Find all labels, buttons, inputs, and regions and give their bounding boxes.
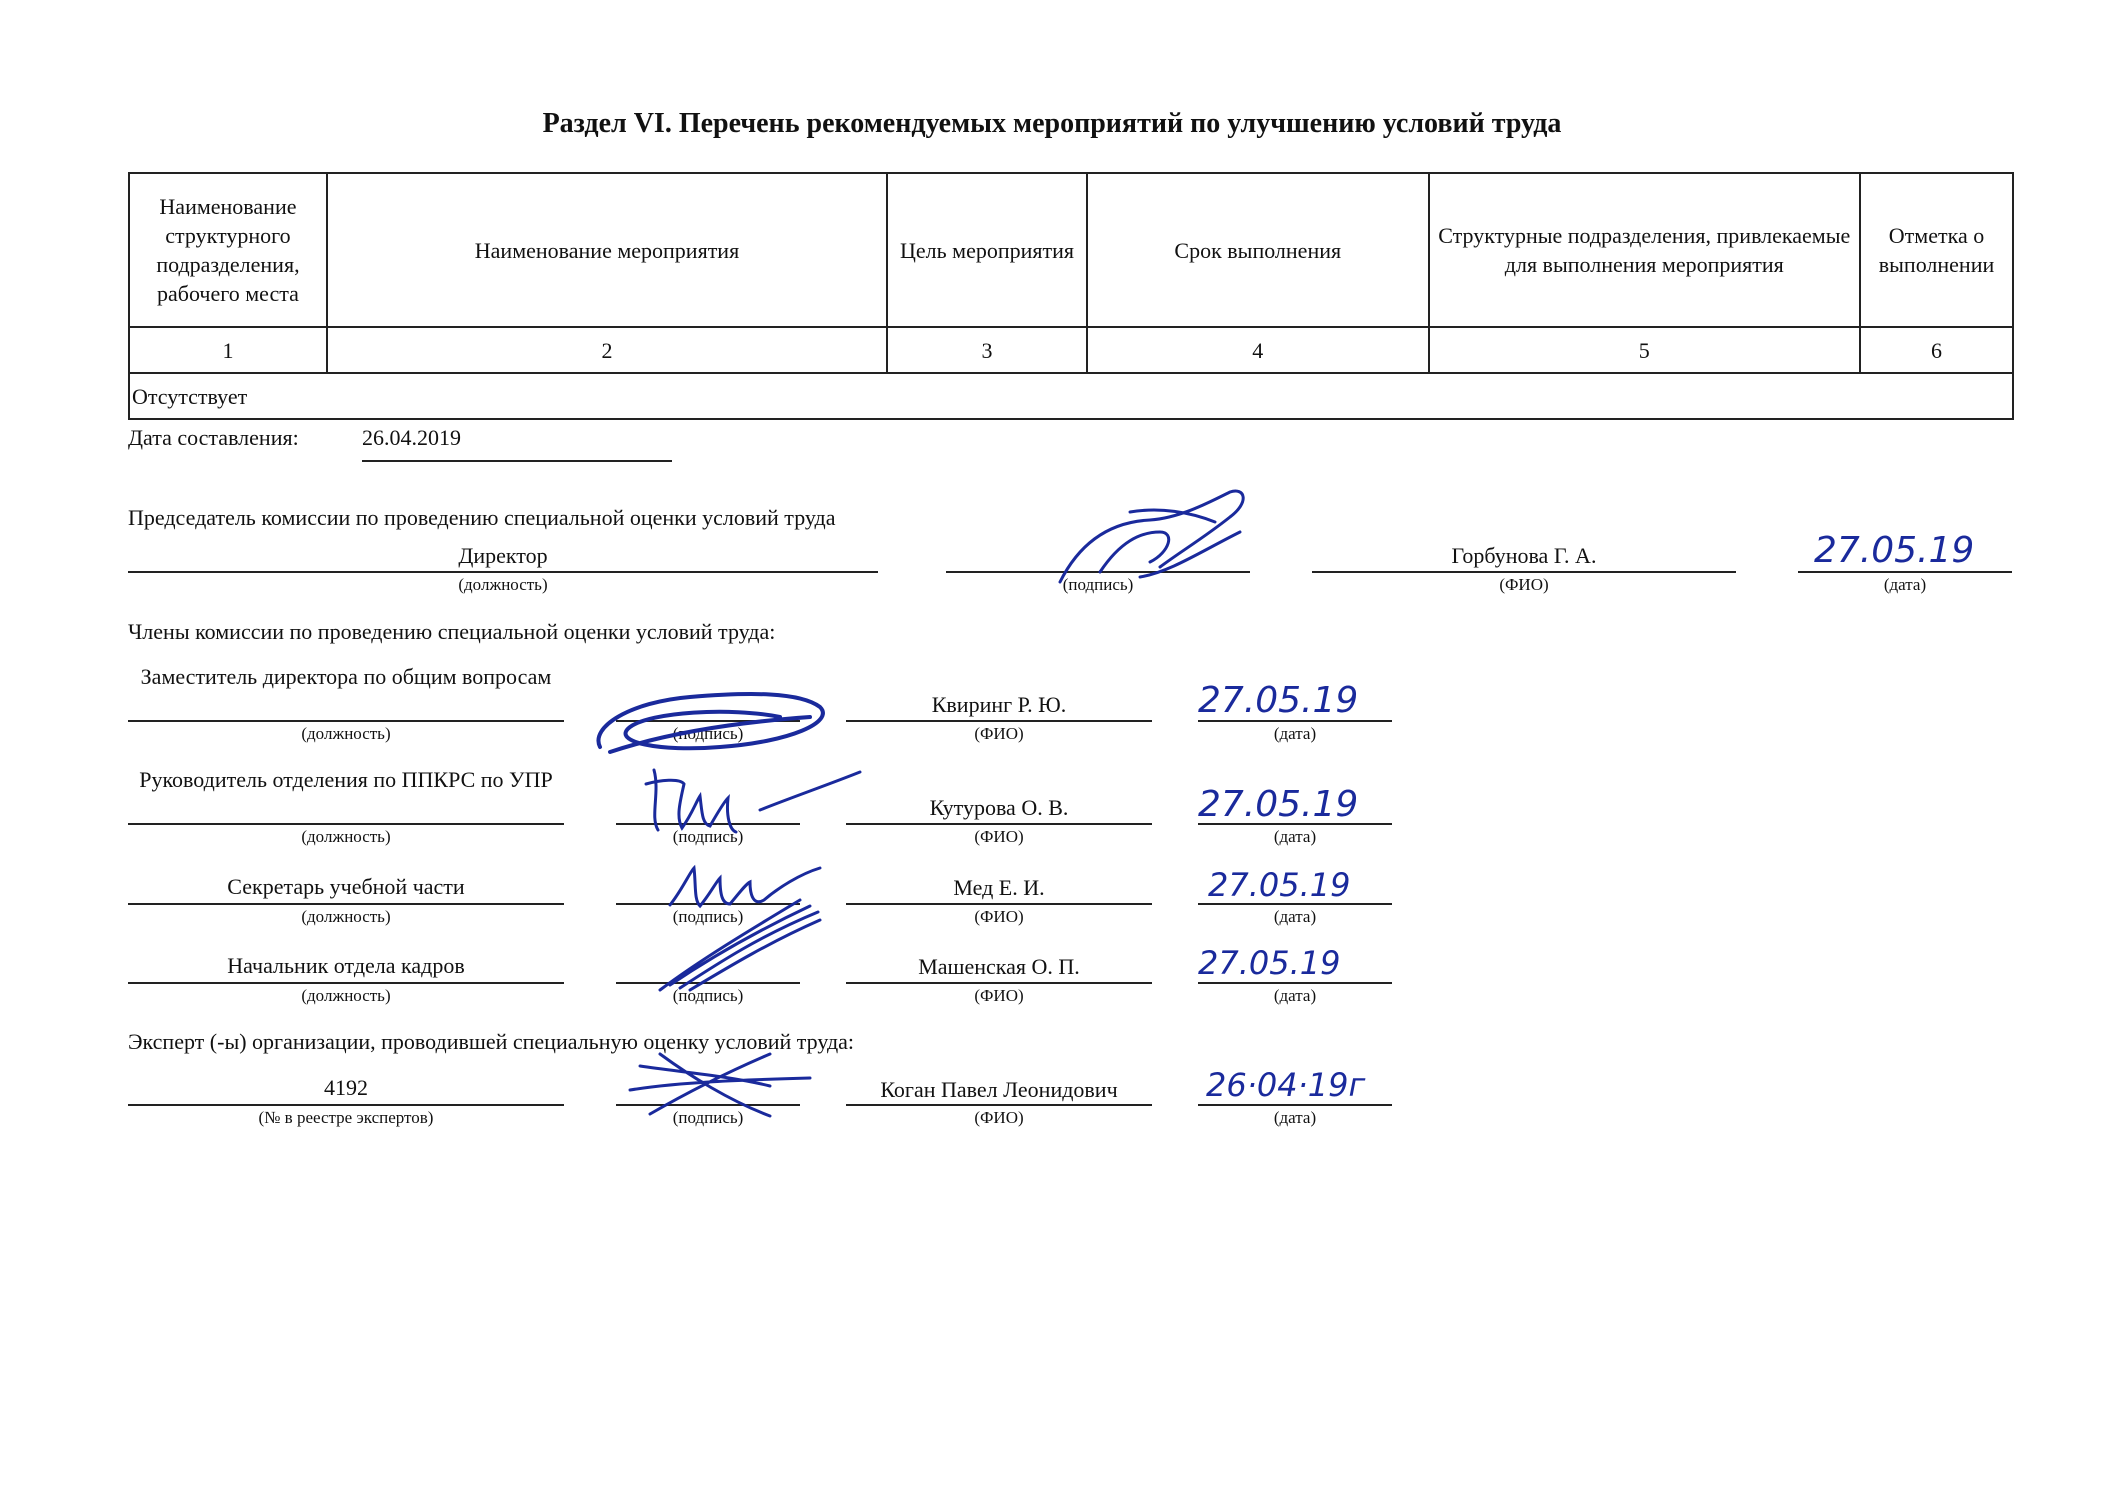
handwritten-date: 27.05.19 — [1198, 944, 1341, 982]
signature-caption: (подпись) — [672, 1108, 744, 1127]
registry-caption: (№ в реестре экспертов) — [258, 1108, 434, 1127]
member-position: Заместитель директора по общим вопросам — [140, 664, 552, 689]
table-number-cell: 5 — [1429, 327, 1860, 373]
table-row — [129, 373, 2013, 419]
date-caption: (дата) — [1273, 827, 1317, 846]
compile-date-label: Дата составления: — [128, 425, 299, 450]
position-line — [128, 720, 564, 722]
expert-name: Коган Павел Леонидович — [880, 1077, 1118, 1102]
handwritten-date: 27.05.19 — [1198, 784, 1359, 825]
fio-line — [846, 903, 1152, 905]
table-header-cell: Отметка о выполнении — [1860, 173, 2013, 327]
fio-caption: (ФИО) — [974, 986, 1024, 1005]
table-number-cell: 3 — [887, 327, 1087, 373]
member-position: Секретарь учебной части — [227, 874, 465, 899]
signature-caption: (подпись) — [672, 827, 744, 846]
member-date-handwritten — [1196, 940, 1396, 984]
expert-registry-number: 4192 — [324, 1075, 368, 1100]
position-line — [128, 903, 564, 905]
signature-caption: (подпись) — [672, 907, 744, 926]
chairman-signature-icon — [1040, 482, 1260, 602]
fio-line — [846, 982, 1152, 984]
fio-caption: (ФИО) — [974, 907, 1024, 926]
member-signature-icon — [640, 762, 870, 842]
table-header-cell: Наименование мероприятия — [327, 173, 887, 327]
table-header-cell: Срок выполнения — [1087, 173, 1429, 327]
date-caption: (дата) — [1273, 986, 1317, 1005]
date-caption: (дата) — [1273, 724, 1317, 743]
member-name: Мед Е. И. — [953, 875, 1045, 900]
fio-line — [846, 1104, 1152, 1106]
position-caption: (должность) — [301, 827, 391, 846]
position-caption: (должность) — [301, 986, 391, 1005]
date-caption: (дата) — [1883, 575, 1927, 594]
handwritten-date: 27.05.19 — [1198, 680, 1359, 721]
table-header-row — [129, 173, 2013, 327]
position-line — [128, 571, 878, 573]
handwritten-date: 27.05.19 — [1208, 866, 1351, 904]
signature-caption: (подпись) — [1062, 575, 1134, 594]
position-line — [128, 823, 564, 825]
member-name: Квиринг Р. Ю. — [931, 692, 1067, 717]
fio-caption: (ФИО) — [1499, 575, 1549, 594]
signature-caption: (подпись) — [672, 986, 744, 1005]
table-header-cell: Цель мероприятия — [887, 173, 1087, 327]
position-caption: (должность) — [458, 575, 548, 594]
position-line — [128, 982, 564, 984]
fio-caption: (ФИО) — [974, 1108, 1024, 1127]
date-caption: (дата) — [1273, 1108, 1317, 1127]
member-date-handwritten — [1196, 780, 1396, 826]
member-date-handwritten — [1196, 676, 1396, 722]
table-header-cell: Структурные подразделения, привлекаемые для выполнения мероприятия — [1429, 173, 1860, 327]
position-caption: (должность) — [301, 724, 391, 743]
member-signature-icon — [640, 890, 840, 1000]
table-number-cell: 4 — [1087, 327, 1429, 373]
table-number-cell: 6 — [1860, 327, 2013, 373]
table-number-cell: 2 — [327, 327, 887, 373]
expert-signature-icon — [620, 1046, 820, 1126]
handwritten-date: 26·04·19г — [1206, 1066, 1366, 1104]
registry-line — [128, 1104, 564, 1106]
fio-line — [1312, 571, 1736, 573]
fio-line — [846, 823, 1152, 825]
compile-date-line — [362, 460, 672, 462]
table-number-row — [129, 327, 2013, 373]
member-position: Руководитель отделения по ППКРС по УПР — [139, 767, 553, 792]
position-caption: (должность) — [301, 907, 391, 926]
chairman-date-handwritten — [1810, 528, 2010, 574]
handwritten-date: 27.05.19 — [1814, 530, 1975, 571]
member-name: Кутурова О. В. — [929, 795, 1069, 820]
date-caption: (дата) — [1273, 907, 1317, 926]
expert-heading: Эксперт (-ы) организации, проводившей специальную оценку условий труда: — [128, 1029, 855, 1054]
expert-date-handwritten — [1204, 1062, 1404, 1106]
measures-table — [128, 172, 2014, 420]
member-signature-icon — [570, 672, 840, 762]
chairman-heading: Председатель комиссии по проведению специальной оценки условий труда — [128, 505, 836, 530]
table-number-cell: 1 — [129, 327, 327, 373]
page-title: Раздел VI. Перечень рекомендуемых мероприятий по улучшению условий труда — [542, 108, 1562, 139]
absent-cell: Отсутствует — [129, 373, 2013, 419]
signature-caption: (подпись) — [672, 724, 744, 743]
compile-date-value: 26.04.2019 — [362, 425, 461, 450]
fio-caption: (ФИО) — [974, 827, 1024, 846]
member-name: Машенская О. П. — [918, 954, 1080, 979]
member-position: Начальник отдела кадров — [227, 953, 465, 978]
chairman-position: Директор — [458, 543, 548, 568]
chairman-name: Горбунова Г. А. — [1451, 543, 1597, 568]
table-header-cell: Наименование структурного подразделения, рабочего места — [129, 173, 327, 327]
members-heading: Члены комиссии по проведению специальной оценки условий труда: — [128, 619, 776, 644]
fio-caption: (ФИО) — [974, 724, 1024, 743]
fio-line — [846, 720, 1152, 722]
member-date-handwritten — [1206, 862, 1406, 906]
